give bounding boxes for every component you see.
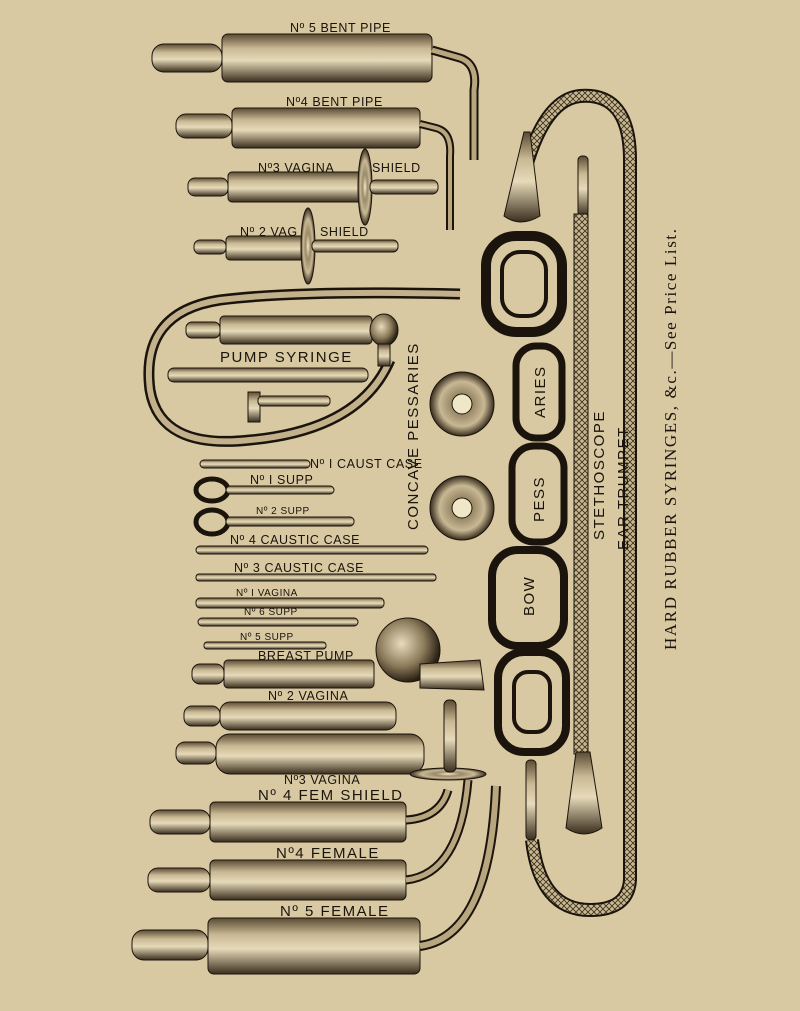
no3-vagina-shield-syringe: [188, 149, 438, 225]
aries-label: ARIES: [532, 365, 549, 418]
no5-female-label: Nº 5 FEMALE: [280, 903, 390, 920]
no2-vag-shield-label-b: SHIELD: [320, 225, 369, 239]
no1-vagina-label: Nº I VAGINA: [236, 588, 298, 599]
no1-caustic-case-label: Nº I CAUST CASE: [310, 457, 423, 471]
concave-pessaries-label: CONCAVE PESSARIES: [405, 342, 422, 530]
no3-vagina-shield-label-b: SHIELD: [372, 161, 421, 175]
no3-vagina-label: Nº3 VAGINA: [284, 773, 361, 787]
no5-supp-label: Nº 5 SUPP: [240, 632, 294, 643]
no3-caustic-case-label: Nº 3 CAUSTIC CASE: [234, 561, 365, 575]
stethoscope: [566, 156, 632, 834]
no2-supp-label: Nº 2 SUPP: [256, 506, 310, 517]
bow-label: BOW: [521, 575, 538, 616]
no2-vagina-label: Nº 2 VAGINA: [268, 689, 349, 703]
no4-bent-pipe-label: Nº4 BENT PIPE: [286, 95, 383, 109]
ear-trumpet-label: EAR TRUMPET: [615, 426, 632, 550]
no2-vag-shield-label-a: Nº 2 VAG: [240, 225, 298, 239]
no3-vagina-syringe: [176, 734, 424, 787]
breast-pump-label: BREAST PUMP: [258, 649, 354, 663]
no4-female-label: Nº4 FEMALE: [276, 845, 380, 862]
concave-pessaries: [405, 342, 494, 540]
stethoscope-label: STETHOSCOPE: [591, 410, 608, 540]
no1-supp-label: Nº I SUPP: [250, 473, 314, 487]
no6-supp-label: Nº 6 SUPP: [244, 607, 298, 618]
pessary-rings: [486, 236, 566, 752]
no2-vagina-syringe: [184, 689, 396, 730]
no4-fem-shield-label: Nº 4 FEM SHIELD: [258, 787, 404, 804]
breast-pump: [192, 618, 484, 690]
no4-caustic-case-label: Nº 4 CAUSTIC CASE: [230, 533, 361, 547]
pump-syringe-label: PUMP SYRINGE: [220, 349, 353, 366]
plate-caption: HARD RUBBER SYRINGES, &c.—See Price List.: [661, 227, 680, 650]
pess-label: PESS: [531, 475, 548, 522]
no3-vagina-shield-label-a: Nº3 VAGINA: [258, 161, 335, 175]
no5-bent-pipe-label: Nº 5 BENT PIPE: [290, 21, 391, 35]
